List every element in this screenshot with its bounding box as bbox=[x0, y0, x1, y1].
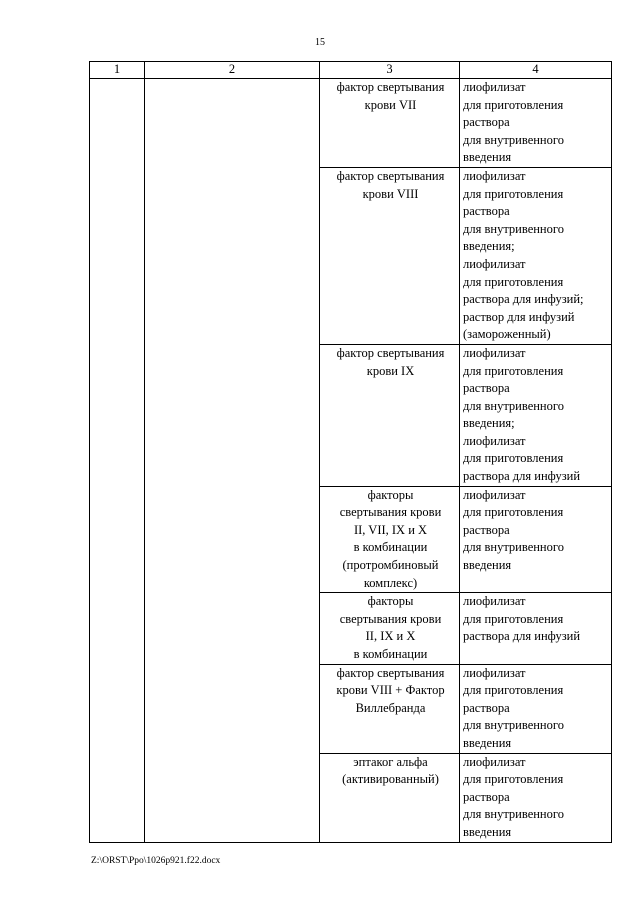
dosage-form-line: для приготовления bbox=[463, 772, 564, 787]
substance-cell bbox=[320, 753, 460, 842]
dosage-form-line: раствора bbox=[463, 522, 510, 537]
dosage-form-cell bbox=[460, 344, 612, 486]
dosage-form-line: раствора bbox=[463, 204, 510, 219]
substance-cell bbox=[320, 167, 460, 344]
dosage-form-line: для приготовления bbox=[463, 505, 564, 520]
substance-cell bbox=[320, 486, 460, 593]
substance-line: фактор свертывания bbox=[336, 168, 445, 183]
substance-cell bbox=[320, 344, 460, 486]
substance-line: комплекс) bbox=[363, 575, 418, 590]
substance-line: крови IX bbox=[366, 363, 415, 378]
substance-line: крови VII bbox=[364, 97, 417, 112]
substance-line: эптаког альфа bbox=[353, 754, 428, 769]
dosage-form-line: для внутривенного bbox=[463, 398, 564, 413]
dosage-form-line: для приготовления bbox=[463, 97, 564, 112]
substance-line: фактор свертывания bbox=[336, 80, 445, 94]
dosage-form-line: раствора для инфузий; bbox=[463, 292, 584, 307]
dosage-form-line: введения bbox=[463, 824, 512, 839]
dosage-form-line: раствора для инфузий bbox=[463, 629, 581, 644]
dosage-form-line: лиофилизат bbox=[463, 665, 526, 680]
column-1-cell bbox=[90, 79, 145, 843]
dosage-form-line: для внутривенного bbox=[463, 221, 564, 236]
dosage-form-line: введения bbox=[463, 150, 512, 165]
substance-cell bbox=[320, 664, 460, 753]
column-header-1: 1 bbox=[90, 62, 145, 79]
dosage-form-line: введения; bbox=[463, 416, 515, 431]
substance-line: II, IX и X bbox=[365, 629, 416, 644]
dosage-form-line: лиофилизат bbox=[463, 433, 526, 448]
file-path-footer: Z:\ORST\Ppo\1026p921.f22.docx bbox=[91, 856, 221, 866]
dosage-form-line: лиофилизат bbox=[463, 487, 526, 502]
dosage-form-line: лиофилизат bbox=[463, 754, 526, 769]
substance-line: крови VIII + Фактор bbox=[336, 683, 445, 698]
dosage-form-line: раствора bbox=[463, 789, 510, 804]
dosage-form-line: лиофилизат bbox=[463, 594, 526, 609]
dosage-form-line: для приготовления bbox=[463, 274, 564, 289]
dosage-form-line: для приготовления bbox=[463, 611, 564, 626]
dosage-form-line: для внутривенного bbox=[463, 540, 564, 555]
substance-line: Виллебранда bbox=[355, 700, 426, 715]
dosage-form-line: раствора bbox=[463, 115, 510, 130]
dosage-form-line: для приготовления bbox=[463, 451, 564, 466]
dosage-form-line: введения bbox=[463, 558, 512, 573]
dosage-form-cell bbox=[460, 167, 612, 344]
dosage-form-line: для приготовления bbox=[463, 186, 564, 201]
dosage-form-cell bbox=[460, 664, 612, 753]
substance-line: фактор свертывания bbox=[336, 665, 445, 680]
substance-line: II, VII, IX и X bbox=[353, 522, 428, 537]
dosage-form-line: для внутривенного bbox=[463, 718, 564, 733]
dosage-form-line: для внутривенного bbox=[463, 807, 564, 822]
substance-line: свертывания крови bbox=[339, 611, 442, 626]
dosage-form-line: для приготовления bbox=[463, 683, 564, 698]
dosage-form-cell bbox=[460, 753, 612, 842]
dosage-form-line: для внутривенного bbox=[463, 132, 564, 147]
substance-line: (активированный) bbox=[342, 772, 439, 787]
dosage-form-line: лиофилизат bbox=[463, 256, 526, 271]
substance-cell bbox=[320, 79, 460, 168]
page-number: 15 bbox=[315, 37, 325, 48]
drug-table bbox=[89, 61, 612, 843]
dosage-form-cell bbox=[460, 486, 612, 593]
dosage-form-line: (замороженный) bbox=[463, 327, 551, 342]
substance-line: в комбинации bbox=[353, 540, 428, 555]
substance-line: в комбинации bbox=[353, 647, 428, 661]
substance-line: свертывания крови bbox=[339, 505, 442, 520]
table-body bbox=[90, 79, 612, 843]
column-2-cell bbox=[145, 79, 320, 843]
substance-line: крови VIII bbox=[362, 186, 419, 201]
dosage-form-line: лиофилизат bbox=[463, 345, 526, 360]
dosage-form-line: раствор для инфузий bbox=[463, 309, 575, 324]
dosage-form-line: введения; bbox=[463, 239, 515, 254]
substance-line: факторы bbox=[367, 594, 414, 609]
dosage-form-line: раствора bbox=[463, 381, 510, 396]
dosage-form-line: раствора bbox=[463, 700, 510, 715]
column-header-4: 4 bbox=[460, 62, 612, 79]
dosage-form-cell bbox=[460, 79, 612, 168]
dosage-form-line: для приготовления bbox=[463, 363, 564, 378]
dosage-form-line: раствора для инфузий bbox=[463, 469, 581, 484]
substance-line: (протромбиновый bbox=[342, 558, 439, 573]
dosage-form-line: введения bbox=[463, 735, 512, 750]
substance-line: факторы bbox=[367, 487, 414, 502]
column-header-2: 2 bbox=[145, 62, 320, 79]
dosage-form-line: лиофилизат bbox=[463, 80, 526, 94]
dosage-form-line: лиофилизат bbox=[463, 168, 526, 183]
table-row bbox=[90, 79, 612, 168]
substance-line: фактор свертывания bbox=[336, 345, 445, 360]
dosage-form-cell bbox=[460, 593, 612, 664]
substance-cell bbox=[320, 593, 460, 664]
column-header-3: 3 bbox=[320, 62, 460, 79]
table-header-row bbox=[90, 62, 612, 79]
